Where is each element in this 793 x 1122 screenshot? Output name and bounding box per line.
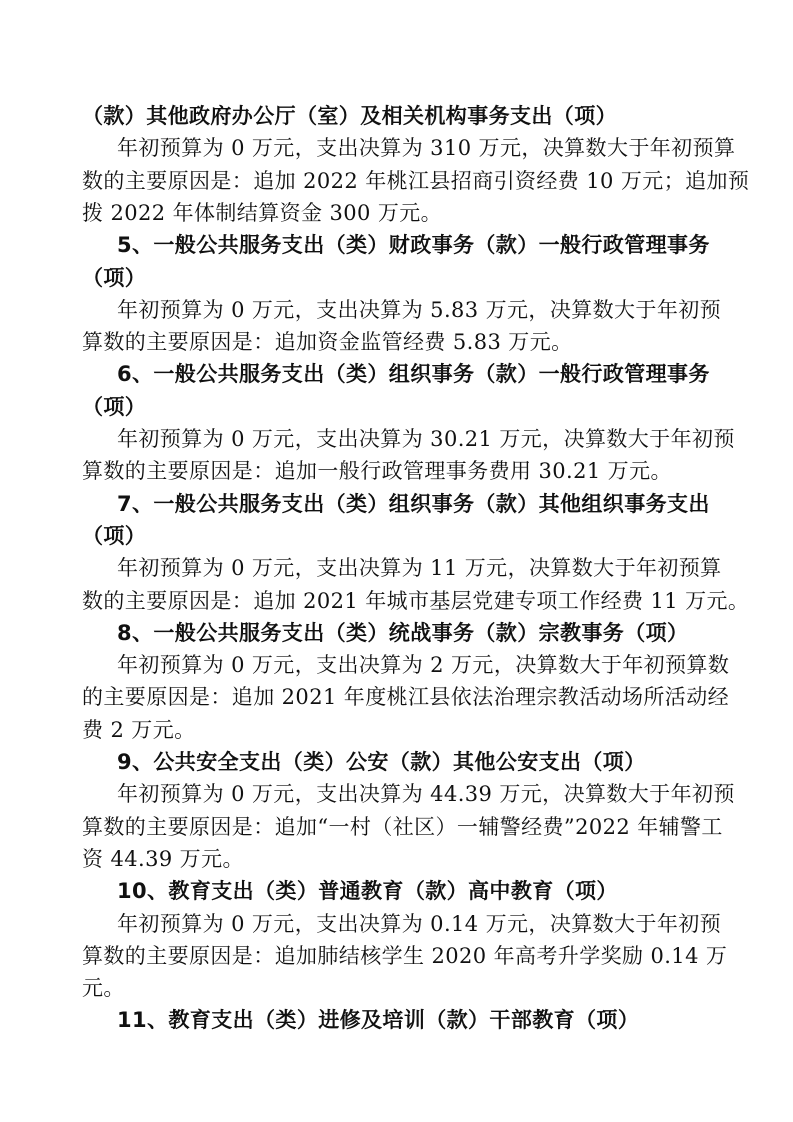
paragraph-line: 年初预算为 0 万元，支出决算为 0.14 万元，决算数大于年初预: [117, 911, 722, 936]
section-heading-line: 9、公共安全支出（类）公安（款）其他公安支出（项）: [117, 750, 646, 774]
section-heading-line: 5、一般公共服务支出（类）财政事务（款）一般行政管理事务: [117, 233, 710, 258]
paragraph-line: 年初预算为 0 万元，支出决算为 310 万元，决算数大于年初预算: [117, 136, 736, 161]
paragraph-line: 算数的主要原因是：追加“一村（社区）一辅警经费”2022 年辅警工: [82, 814, 723, 839]
paragraph-line: 年初预算为 0 万元，支出决算为 5.83 万元，决算数大于年初预: [117, 297, 722, 322]
section-heading-line: 6、一般公共服务支出（类）组织事务（款）一般行政管理事务: [117, 362, 710, 387]
paragraph-line: 资 44.39 万元。: [82, 846, 244, 871]
section-heading-line: 11、教育支出（类）进修及培训（款）干部教育（项）: [117, 1008, 640, 1033]
section-heading-line: （项）: [82, 265, 147, 290]
paragraph-line: 数的主要原因是：追加 2022 年桃江县招商引资经费 10 万元；追加预: [82, 168, 750, 193]
paragraph-line: 算数的主要原因是：追加资金监管经费 5.83 万元。: [82, 330, 573, 355]
paragraph-line: 年初预算为 0 万元，支出决算为 30.21 万元，决算数大于年初预: [117, 427, 735, 451]
paragraph-line: 年初预算为 0 万元，支出决算为 44.39 万元，决算数大于年初预: [117, 782, 735, 807]
paragraph-line: 数的主要原因是：追加 2021 年城市基层党建专项工作经费 11 万元。: [82, 588, 750, 613]
section-heading-line: （项）: [82, 523, 147, 548]
paragraph-line: 年初预算为 0 万元，支出决算为 11 万元，决算数大于年初预算: [117, 556, 722, 581]
section-heading-line: 8、一般公共服务支出（类）统战事务（款）宗教事务（项）: [117, 620, 689, 645]
section-heading-line: 10、教育支出（类）普通教育（款）高中教育（项）: [117, 879, 618, 904]
paragraph-line: 费 2 万元。: [82, 717, 196, 742]
paragraph-line: 算数的主要原因是：追加一般行政管理事务费用 30.21 万元。: [82, 459, 672, 484]
paragraph-line: 的主要原因是：追加 2021 年度桃江县依法治理宗教活动场所活动经: [82, 685, 729, 710]
section-heading-line: （款）其他政府办公厅（室）及相关机构事务支出（项）: [82, 104, 617, 128]
paragraph-line: 拨 2022 年体制结算资金 300 万元。: [82, 200, 443, 225]
section-heading-line: 7、一般公共服务支出（类）组织事务（款）其他组织事务支出: [117, 491, 710, 516]
paragraph-line: 算数的主要原因是：追加肺结核学生 2020 年高考升学奖励 0.14 万: [82, 943, 728, 968]
section-heading-line: （项）: [82, 394, 147, 419]
paragraph-line: 年初预算为 0 万元，支出决算为 2 万元，决算数大于年初预算数: [117, 653, 730, 678]
paragraph-line: 元。: [82, 976, 125, 1001]
